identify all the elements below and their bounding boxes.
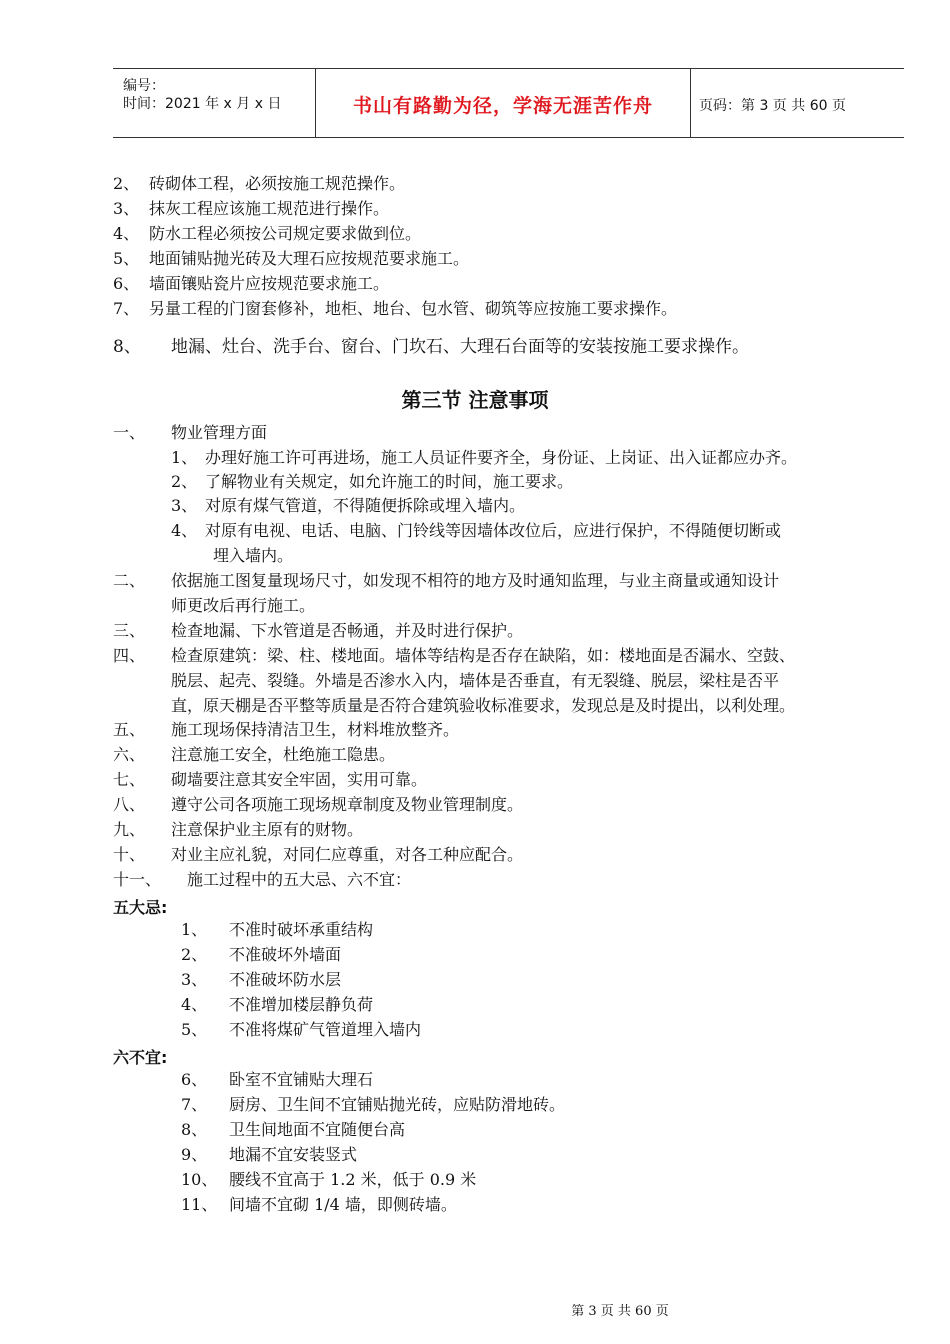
page-header [113, 68, 904, 138]
item-text: 砌墙要注意其安全牢固，实用可靠。 [171, 770, 428, 789]
item-text: 师更改后再行施工。 [171, 596, 316, 615]
taboo-number: 4、 [181, 995, 208, 1014]
dont-number: 11、 [181, 1195, 218, 1214]
header-page-cell [689, 69, 904, 137]
dont-text: 卫生间地面不宜随便台高 [229, 1120, 406, 1139]
list-item-number: 5、 [113, 249, 140, 268]
item-text: 脱层、起壳、裂缝。外墙是否渗水入内，墙体是否垂直，有无裂缝、脱层，梁柱是否平 [171, 671, 780, 690]
item-label: 十、 [113, 845, 146, 864]
sub-item-number: 4、 [171, 521, 198, 540]
section-title: 第三节 注意事项 [401, 388, 549, 412]
list-item-text: 防水工程必须按公司规定要求做到位。 [149, 224, 422, 243]
taboo-text: 不准破坏外墙面 [229, 945, 342, 964]
dont-number: 8、 [181, 1120, 208, 1139]
item-text: 施工现场保持清洁卫生，材料堆放整齐。 [171, 720, 460, 739]
list-item-text: 地面铺贴抛光砖及大理石应按规范要求施工。 [149, 249, 470, 268]
list-item-text: 抹灰工程应该施工规范进行操作。 [149, 199, 390, 218]
item-text: 施工过程中的五大忌、六不宜： [187, 870, 412, 889]
item-label: 一、 [113, 423, 146, 442]
taboo-text: 不准时破坏承重结构 [229, 920, 374, 939]
header-motto-cell [315, 69, 691, 137]
list-item-text: 砖砌体工程，必须按施工规范操作。 [149, 174, 406, 193]
item-text: 检查地漏、下水管道是否畅通，并及时进行保护。 [171, 621, 524, 640]
list-item-number: 7、 [113, 299, 140, 318]
sub-item-number: 1、 [171, 448, 198, 467]
sub-item-text: 埋入墙内。 [213, 546, 294, 565]
item-label: 九、 [113, 820, 146, 839]
dont-number: 7、 [181, 1095, 208, 1114]
item-label: 三、 [113, 621, 146, 640]
six-donts-heading: 六不宜: [113, 1048, 168, 1067]
dont-text: 腰线不宜高于 1.2 米，低于 0.9 米 [229, 1170, 477, 1189]
dont-number: 6、 [181, 1070, 208, 1089]
header-meta-cell [113, 69, 315, 137]
sub-item-text: 办理好施工许可再进场，施工人员证件要齐全，身份证、上岗证、出入证都应办齐。 [205, 448, 798, 467]
item-text: 检查原建筑：梁、柱、楼地面。墙体等结构是否存在缺陷，如：楼地面是否漏水、空鼓、 [171, 646, 796, 665]
sub-item-text: 对原有电视、电话、电脑、门铃线等因墙体改位后，应进行保护，不得随便切断或 [205, 521, 782, 540]
item-text: 物业管理方面 [171, 423, 268, 442]
item-label: 六、 [113, 745, 146, 764]
item-text: 注意施工安全，杜绝施工隐患。 [171, 745, 396, 764]
list-item-number: 2、 [113, 174, 140, 193]
item-label: 十一、 [113, 870, 162, 889]
page-footer: 第 3 页 共 60 页 [571, 1304, 669, 1319]
item-label: 五、 [113, 720, 146, 739]
document-time-label: 时间：2021 年 x 月 x 日 [123, 96, 282, 112]
item-text: 遵守公司各项施工现场规章制度及物业管理制度。 [171, 795, 524, 814]
list-item-text: 地漏、灶台、洗手台、窗台、门坎石、大理石台面等的安装按施工要求操作。 [171, 337, 749, 357]
item-label: 八、 [113, 795, 146, 814]
taboo-number: 1、 [181, 920, 208, 939]
sub-item-number: 2、 [171, 472, 198, 491]
list-item-text: 另量工程的门窗套修补，地柜、地台、包水管、砌筑等应按施工要求操作。 [149, 299, 678, 318]
list-item-number: 3、 [113, 199, 140, 218]
list-item-number: 4、 [113, 224, 140, 243]
taboo-number: 2、 [181, 945, 208, 964]
taboo-number: 3、 [181, 970, 208, 989]
dont-text: 卧室不宜铺贴大理石 [229, 1070, 374, 1089]
item-text: 注意保护业主原有的财物。 [171, 820, 364, 839]
item-label: 七、 [113, 770, 146, 789]
sub-item-number: 3、 [171, 496, 198, 515]
taboo-text: 不准将煤矿气管道埋入墙内 [229, 1020, 422, 1039]
item-label: 二、 [113, 571, 146, 590]
item-text: 依据施工图复量现场尺寸，如发现不相符的地方及时通知监理，与业主商量或通知设计 [171, 571, 780, 590]
list-item-text: 墙面镶贴瓷片应按规范要求施工。 [149, 274, 390, 293]
sub-item-text: 对原有煤气管道，不得随便拆除或埋入墙内。 [205, 496, 526, 515]
dont-number: 10、 [181, 1170, 218, 1189]
dont-text: 间墙不宜砌 1/4 墙，即侧砖墙。 [229, 1195, 457, 1214]
taboo-text: 不准增加楼层静负荷 [229, 995, 374, 1014]
item-text: 直，原天棚是否平整等质量是否符合建筑验收标准要求，发现总是及时提出，以利处理。 [171, 696, 796, 715]
dont-number: 9、 [181, 1145, 208, 1164]
document-number-label: 编号： [123, 78, 165, 94]
item-label: 四、 [113, 646, 146, 665]
header-motto: 书山有路勤为径，学海无涯苦作舟 [352, 95, 653, 117]
list-item-number: 8、 [113, 337, 141, 357]
taboo-text: 不准破坏防水层 [229, 970, 342, 989]
header-page-info: 页码：第 3 页 共 60 页 [699, 98, 846, 114]
item-text: 对业主应礼貌，对同仁应尊重，对各工种应配合。 [171, 845, 524, 864]
dont-text: 厨房、卫生间不宜铺贴抛光砖，应贴防滑地砖。 [229, 1095, 566, 1114]
sub-item-text: 了解物业有关规定，如允许施工的时间，施工要求。 [205, 472, 574, 491]
five-taboos-heading: 五大忌: [113, 898, 168, 917]
taboo-number: 5、 [181, 1020, 208, 1039]
list-item-number: 6、 [113, 274, 140, 293]
dont-text: 地漏不宜安装竖式 [229, 1145, 358, 1164]
